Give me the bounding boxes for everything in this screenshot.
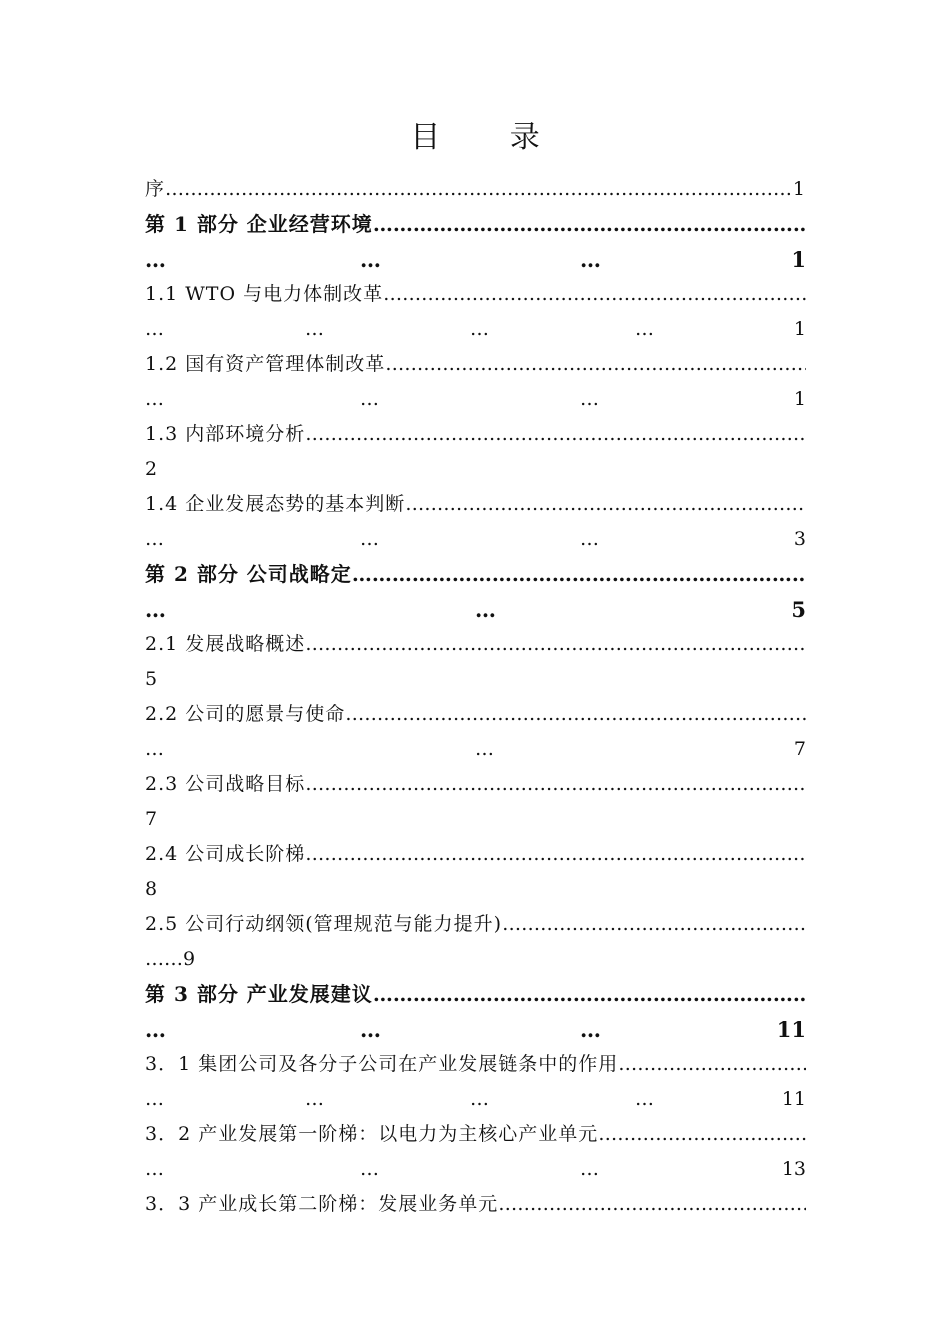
toc-entry-page: 2 (145, 458, 158, 480)
toc-entry[interactable] (145, 557, 806, 627)
dot-leader: … (580, 247, 601, 272)
toc-entry[interactable] (145, 417, 806, 487)
dot-leader: … (360, 247, 381, 272)
dot-leader (373, 977, 806, 1012)
dot-leader: … (635, 1088, 654, 1110)
toc-entry[interactable] (145, 977, 806, 1047)
dot-leader (305, 767, 806, 802)
dot-leader: … (145, 388, 164, 410)
dot-leader: … (305, 318, 324, 340)
page-title: 目 录 (410, 120, 570, 155)
dot-leader (345, 697, 806, 732)
toc-entry-page: 13 (781, 1158, 806, 1180)
toc-entry[interactable] (145, 627, 806, 697)
dot-leader (502, 907, 806, 942)
toc-entry-label: 2.1 发展战略概述 (145, 633, 306, 655)
dot-leader (383, 277, 806, 312)
toc-entry-label: 2.4 公司成长阶梯 (145, 843, 306, 865)
dot-leader: … (145, 738, 164, 760)
toc-entry-label: 3．1 集团公司及各分子公司在产业发展链条中的作用 (145, 1053, 619, 1075)
dot-leader (305, 417, 806, 452)
dot-leader: … (360, 1158, 379, 1180)
toc-entry-page: 1 (793, 318, 806, 340)
dot-leader (373, 207, 806, 242)
toc-entry-page: 11 (776, 1017, 806, 1042)
toc-entry-page: 7 (145, 808, 158, 830)
dot-leader (385, 347, 806, 382)
dot-leader (405, 487, 806, 522)
toc-entry-page: 11 (781, 1088, 806, 1110)
dot-leader: … (145, 1017, 166, 1042)
toc-entry[interactable] (145, 487, 806, 557)
dot-leader: … (580, 388, 599, 410)
toc-entry-page: 7 (793, 738, 806, 760)
dot-leader (498, 1187, 806, 1222)
dot-leader: … (360, 388, 379, 410)
toc-entry-label: 1.1 WTO 与电力体制改革 (145, 283, 384, 305)
dot-leader: … (580, 1017, 601, 1042)
toc-entry[interactable] (145, 767, 806, 837)
toc-entry-page: ……9 (145, 948, 196, 970)
dot-leader: … (145, 1158, 164, 1180)
dot-leader: … (360, 1017, 381, 1042)
toc-entry-page: 1 (791, 247, 806, 272)
dot-leader: … (475, 738, 494, 760)
table-of-contents (145, 172, 806, 1222)
toc-entry-page: 5 (791, 597, 806, 622)
dot-leader: … (305, 1088, 324, 1110)
toc-entry-label: 序 (145, 178, 166, 200)
dot-leader: … (145, 528, 164, 550)
toc-entry[interactable] (145, 207, 806, 277)
toc-entry-page: 5 (145, 668, 158, 690)
dot-leader: … (475, 597, 496, 622)
dot-leader: … (145, 247, 166, 272)
dot-leader: … (145, 1088, 164, 1110)
toc-entry-page: 1 (793, 388, 806, 410)
dot-leader: … (470, 1088, 489, 1110)
dot-leader: … (580, 528, 599, 550)
dot-leader: … (635, 318, 654, 340)
dot-leader: … (470, 318, 489, 340)
toc-entry-label: 第 3 部分 产业发展建议 (145, 982, 373, 1006)
dot-leader (305, 627, 806, 662)
toc-entry-label: 3．3 产业成长第二阶梯：发展业务单元 (145, 1193, 499, 1215)
toc-entry-label: 第 2 部分 公司战略定 (145, 562, 352, 586)
toc-entry-label: 1.2 国有资产管理体制改革 (145, 353, 386, 375)
dot-leader (165, 172, 791, 207)
dot-leader: … (145, 318, 164, 340)
dot-leader (305, 837, 806, 872)
dot-leader: … (360, 528, 379, 550)
toc-entry[interactable] (145, 172, 806, 207)
dot-leader: … (145, 597, 166, 622)
toc-entry-label: 3．2 产业发展第一阶梯：以电力为主核心产业单元 (145, 1123, 599, 1145)
toc-entry[interactable] (145, 1187, 806, 1222)
dot-leader: … (580, 1158, 599, 1180)
dot-leader (618, 1047, 806, 1082)
dot-leader (352, 557, 806, 592)
toc-entry-label: 第 1 部分 企业经营环境 (145, 212, 373, 236)
toc-entry[interactable] (145, 907, 806, 977)
toc-entry[interactable] (145, 347, 806, 417)
toc-entry-label: 1.3 内部环境分析 (145, 423, 306, 445)
toc-entry[interactable] (145, 1047, 806, 1117)
dot-leader (598, 1117, 806, 1152)
toc-entry[interactable] (145, 697, 806, 767)
toc-entry-label: 2.5 公司行动纲领(管理规范与能力提升) (145, 913, 503, 935)
toc-entry[interactable] (145, 1117, 806, 1187)
toc-entry-label: 2.3 公司战略目标 (145, 773, 306, 795)
toc-entry[interactable] (145, 277, 806, 347)
toc-entry-label: 2.2 公司的愿景与使命 (145, 703, 346, 725)
toc-entry-label: 1.4 企业发展态势的基本判断 (145, 493, 406, 515)
toc-entry[interactable] (145, 837, 806, 907)
toc-entry-page: 8 (145, 878, 158, 900)
toc-entry-page: 3 (793, 528, 806, 550)
toc-entry-page: 1 (792, 178, 806, 200)
